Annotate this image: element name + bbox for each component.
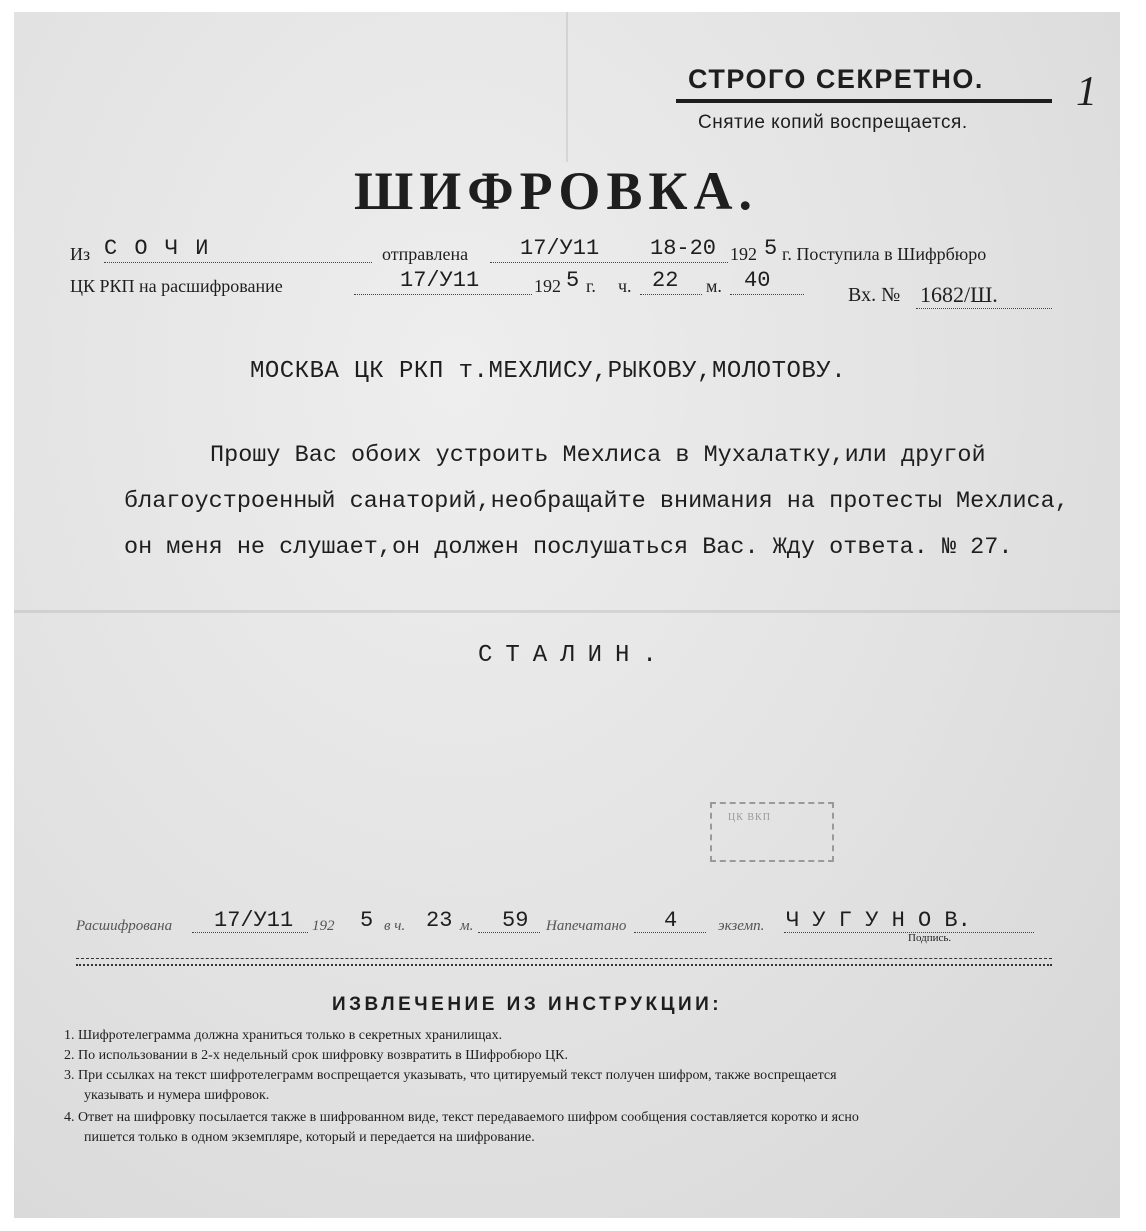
copies-value: 4	[664, 908, 678, 933]
instruction-1: 1. Шифротелеграмма должна храниться только в секретных хранилищах.	[64, 1028, 503, 1043]
secrecy-heading: СТРОГО СЕКРЕТНО.	[688, 64, 984, 94]
stamp-text: ЦК ВКП	[728, 812, 771, 823]
message-line-1: Прошу Вас обоих устроить Мехлиса в Мухалатку,или другой	[210, 442, 986, 469]
instruction-4-continued: пишется только в одном экземпляре, который и передается на шифрование.	[84, 1130, 535, 1145]
decoded-label: Расшифрована	[76, 918, 173, 934]
printed-label: Напечатано	[546, 918, 627, 934]
decoded-year-prefix: 192	[312, 918, 335, 934]
sent-time: 18-20	[650, 236, 717, 261]
year-prefix-1: 192	[730, 244, 757, 264]
instruction-3-continued: указывать и нумера шифровок.	[84, 1088, 270, 1103]
year-suffix-2: г.	[586, 276, 596, 296]
from-value: С О Ч И	[104, 236, 211, 261]
instruction-4: 4. Ответ на шифровку посылается также в шифрованном виде, текст передаваемого шифром сообщения составляется коротко и ясно	[64, 1110, 859, 1125]
received-label: г. Поступила в Шифрбюро	[782, 244, 987, 264]
hour-label: ч.	[618, 276, 632, 296]
year-prefix-2: 192	[534, 276, 561, 296]
decoder-name: Ч У Г У Н О В.	[786, 908, 971, 933]
copy-notice: Снятие копий воспрещается.	[698, 112, 968, 133]
decoded-date: 17/У11	[214, 908, 294, 933]
sender-signature: СТАЛИН.	[478, 642, 670, 669]
decode-label: ЦК РКП на расшифрование	[70, 276, 283, 296]
secrecy-underline	[676, 99, 1052, 103]
horizontal-fold	[14, 610, 1120, 613]
instruction-3: 3. При ссылках на текст шифротелеграмм воспрещается указывать, что цитируемый текст получен шифром, также воспрещается	[64, 1068, 837, 1083]
hour-value: 22	[652, 268, 679, 293]
incoming-dotline	[916, 308, 1052, 309]
decoded-minute-label: м.	[460, 918, 474, 934]
decoded-hour-label: в ч.	[384, 918, 406, 934]
from-dotline	[104, 262, 372, 263]
from-label: Из	[70, 244, 91, 264]
separator-bottom	[76, 964, 1052, 966]
received-stamp	[710, 802, 834, 862]
copies-label: экземп.	[718, 918, 765, 934]
sent-label: отправлена	[382, 244, 469, 264]
instructions-title: ИЗВЛЕЧЕНИЕ ИЗ ИНСТРУКЦИИ:	[332, 994, 723, 1015]
hour-dotline	[640, 294, 702, 295]
message-line-2: благоустроенный санаторий,необращайте внимания на протесты Мехлиса,	[124, 488, 1069, 515]
top-tear	[566, 12, 568, 162]
year-digit-1: 5	[764, 236, 778, 261]
page-number: 1	[1076, 69, 1097, 115]
incoming-label: Вх. №	[848, 284, 901, 306]
decoded-year-digit: 5	[360, 908, 374, 933]
decoded-minute-value: 59	[502, 908, 529, 933]
sent-date: 17/У11	[520, 236, 600, 261]
addressee-line: МОСКВА ЦК РКП т.МЕХЛИСУ,РЫКОВУ,МОЛОТОВУ.	[250, 358, 847, 385]
signature-label: Подпись.	[908, 932, 952, 944]
decoded-hour-value: 23	[426, 908, 453, 933]
incoming-value: 1682/Ш.	[920, 282, 998, 307]
decode-date: 17/У11	[400, 268, 480, 293]
message-line-3: он меня не слушает,он должен послушаться Вас. Жду ответа. № 27.	[124, 534, 1013, 561]
sent-dotline	[490, 262, 728, 263]
document-sheet	[14, 12, 1120, 1218]
minute-value: 40	[744, 268, 771, 293]
minute-dotline	[730, 294, 804, 295]
decode-dotline	[354, 294, 532, 295]
minute-label: м.	[706, 276, 722, 296]
document-title: ШИФРОВКА.	[354, 161, 759, 221]
instruction-2: 2. По использовании в 2-х недельный срок шифровку возвратить в Шифробюро ЦК.	[64, 1048, 568, 1063]
separator-top	[76, 958, 1052, 959]
year-digit-2: 5	[566, 268, 580, 293]
